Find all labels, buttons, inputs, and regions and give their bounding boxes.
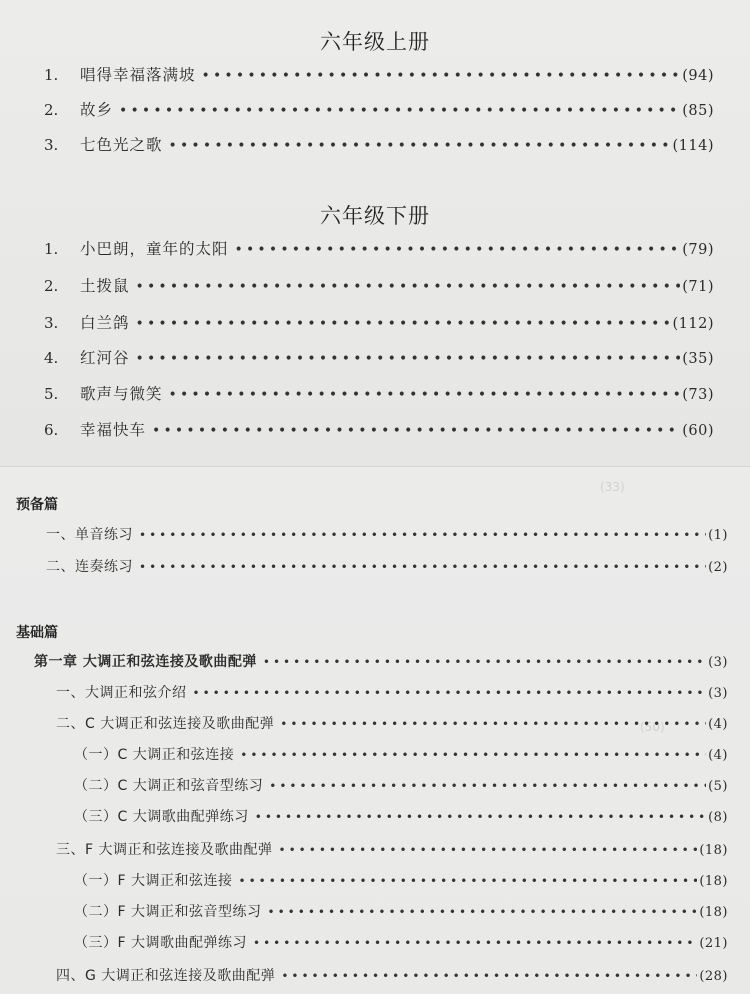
toc-entry[interactable]	[44, 311, 714, 333]
entry-title: 七色光之歌	[80, 136, 163, 154]
entry-title: 故乡	[80, 101, 114, 119]
entry-title: 一、单音练习	[46, 527, 133, 543]
entry-title: 四、G 大调正和弦连接及歌曲配弹	[56, 968, 276, 984]
toc-subentry[interactable]	[74, 901, 728, 921]
entry-page: (18)	[699, 905, 728, 920]
entry-title: 唱得幸福落满坡	[80, 66, 196, 84]
dot-leader	[268, 905, 698, 919]
entry-number: 5.	[44, 385, 59, 403]
bleed-through-mark: (33)	[600, 480, 625, 494]
entry-title: 幸福快车	[80, 421, 147, 439]
entry-title: （二）F 大调正和弦音型练习	[74, 904, 262, 920]
entry-number: 6.	[44, 421, 59, 439]
entry-page: (18)	[699, 874, 728, 889]
dot-leader	[240, 748, 706, 762]
entry-page: (60)	[682, 423, 714, 439]
entry-page: (4)	[708, 748, 728, 763]
toc-entry[interactable]	[44, 418, 714, 440]
entry-page: (4)	[708, 717, 728, 732]
entry-title: （三）C 大调歌曲配弹练习	[74, 809, 249, 825]
entry-title: （二）C 大调正和弦音型练习	[74, 778, 264, 794]
entry-title: 一、大调正和弦介绍	[56, 685, 187, 701]
dot-leader	[152, 423, 680, 439]
entry-page: (112)	[672, 316, 714, 332]
entry-page: (79)	[682, 242, 714, 258]
dot-leader	[193, 686, 707, 700]
entry-page: (73)	[682, 387, 714, 403]
toc-entry[interactable]	[44, 274, 714, 296]
toc-entry[interactable]	[44, 98, 714, 120]
entry-page: (85)	[682, 103, 714, 119]
toc-subentry[interactable]	[74, 775, 728, 795]
dot-leader	[255, 810, 706, 824]
entry-title: （一）C 大调正和弦连接	[74, 747, 235, 763]
entry-title: （三）F 大调歌曲配弹练习	[74, 935, 248, 951]
toc-subentry[interactable]	[74, 744, 728, 764]
dot-leader	[263, 655, 706, 669]
toc-entry[interactable]	[56, 965, 728, 985]
entry-number: 1.	[44, 66, 59, 84]
entry-title: 红河谷	[80, 349, 130, 367]
toc-subentry[interactable]	[74, 870, 728, 890]
toc-entry[interactable]	[44, 237, 714, 259]
entry-page: (114)	[672, 138, 714, 154]
dot-leader	[279, 843, 698, 857]
entry-title: 二、连奏练习	[46, 559, 133, 575]
entry-page: (21)	[699, 936, 728, 951]
toc-subentry[interactable]	[74, 806, 728, 826]
dot-leader	[202, 68, 681, 84]
entry-title: 二、C 大调正和弦连接及歌曲配弹	[56, 716, 275, 732]
entry-page: (18)	[699, 843, 728, 858]
entry-page: (94)	[682, 68, 714, 84]
prep-section-heading: 预备篇	[16, 497, 58, 513]
toc-entry[interactable]	[56, 839, 728, 859]
dot-leader	[280, 717, 706, 731]
entry-page: (71)	[682, 279, 714, 295]
entry-title: （一）F 大调正和弦连接	[74, 873, 233, 889]
entry-number: 3.	[44, 314, 59, 332]
dot-leader	[269, 779, 706, 793]
entry-number: 4.	[44, 349, 59, 367]
dot-leader	[169, 387, 681, 403]
basic-section-heading: 基础篇	[16, 625, 58, 641]
toc-entry[interactable]	[56, 713, 728, 733]
grade6-lower-heading: 六年级下册	[320, 204, 430, 228]
dot-leader	[139, 560, 706, 574]
toc-subentry[interactable]	[74, 932, 728, 952]
entry-page: (8)	[708, 810, 728, 825]
entry-page: (2)	[708, 560, 728, 575]
dot-leader	[235, 242, 681, 258]
toc-entry[interactable]	[44, 63, 714, 85]
bleed-through-mark: (50)	[640, 720, 665, 734]
entry-page: (3)	[708, 655, 728, 670]
toc-entry[interactable]	[46, 524, 728, 544]
toc-entry[interactable]	[44, 346, 714, 368]
entry-title: 三、F 大调正和弦连接及歌曲配弹	[56, 842, 273, 858]
entry-page: (28)	[699, 969, 728, 984]
grade6-upper-heading: 六年级上册	[320, 30, 430, 54]
dot-leader	[139, 528, 706, 542]
entry-page: (5)	[708, 779, 728, 794]
toc-chapter-entry[interactable]	[34, 651, 728, 671]
toc-entry[interactable]	[44, 133, 714, 155]
dot-leader	[253, 936, 697, 950]
entry-page: (3)	[708, 686, 728, 701]
dot-leader	[136, 279, 681, 295]
entry-number: 2.	[44, 101, 59, 119]
entry-page: (35)	[682, 351, 714, 367]
entry-number: 2.	[44, 277, 59, 295]
dot-leader	[119, 103, 680, 119]
toc-entry[interactable]	[56, 682, 728, 702]
dot-leader	[169, 138, 671, 154]
entry-title: 小巴朗，童年的太阳	[80, 240, 229, 258]
entry-title: 第一章 大调正和弦连接及歌曲配弹	[34, 654, 257, 670]
toc-entry[interactable]	[46, 556, 728, 576]
dot-leader	[281, 969, 697, 983]
dot-leader	[239, 874, 698, 888]
dot-leader	[136, 351, 681, 367]
entry-number: 1.	[44, 240, 59, 258]
dot-leader	[136, 316, 671, 332]
toc-entry[interactable]	[44, 382, 714, 404]
entry-title: 土拨鼠	[80, 277, 130, 295]
entry-page: (1)	[708, 528, 728, 543]
entry-title: 白兰鸽	[80, 314, 130, 332]
entry-number: 3.	[44, 136, 59, 154]
entry-title: 歌声与微笑	[80, 385, 163, 403]
